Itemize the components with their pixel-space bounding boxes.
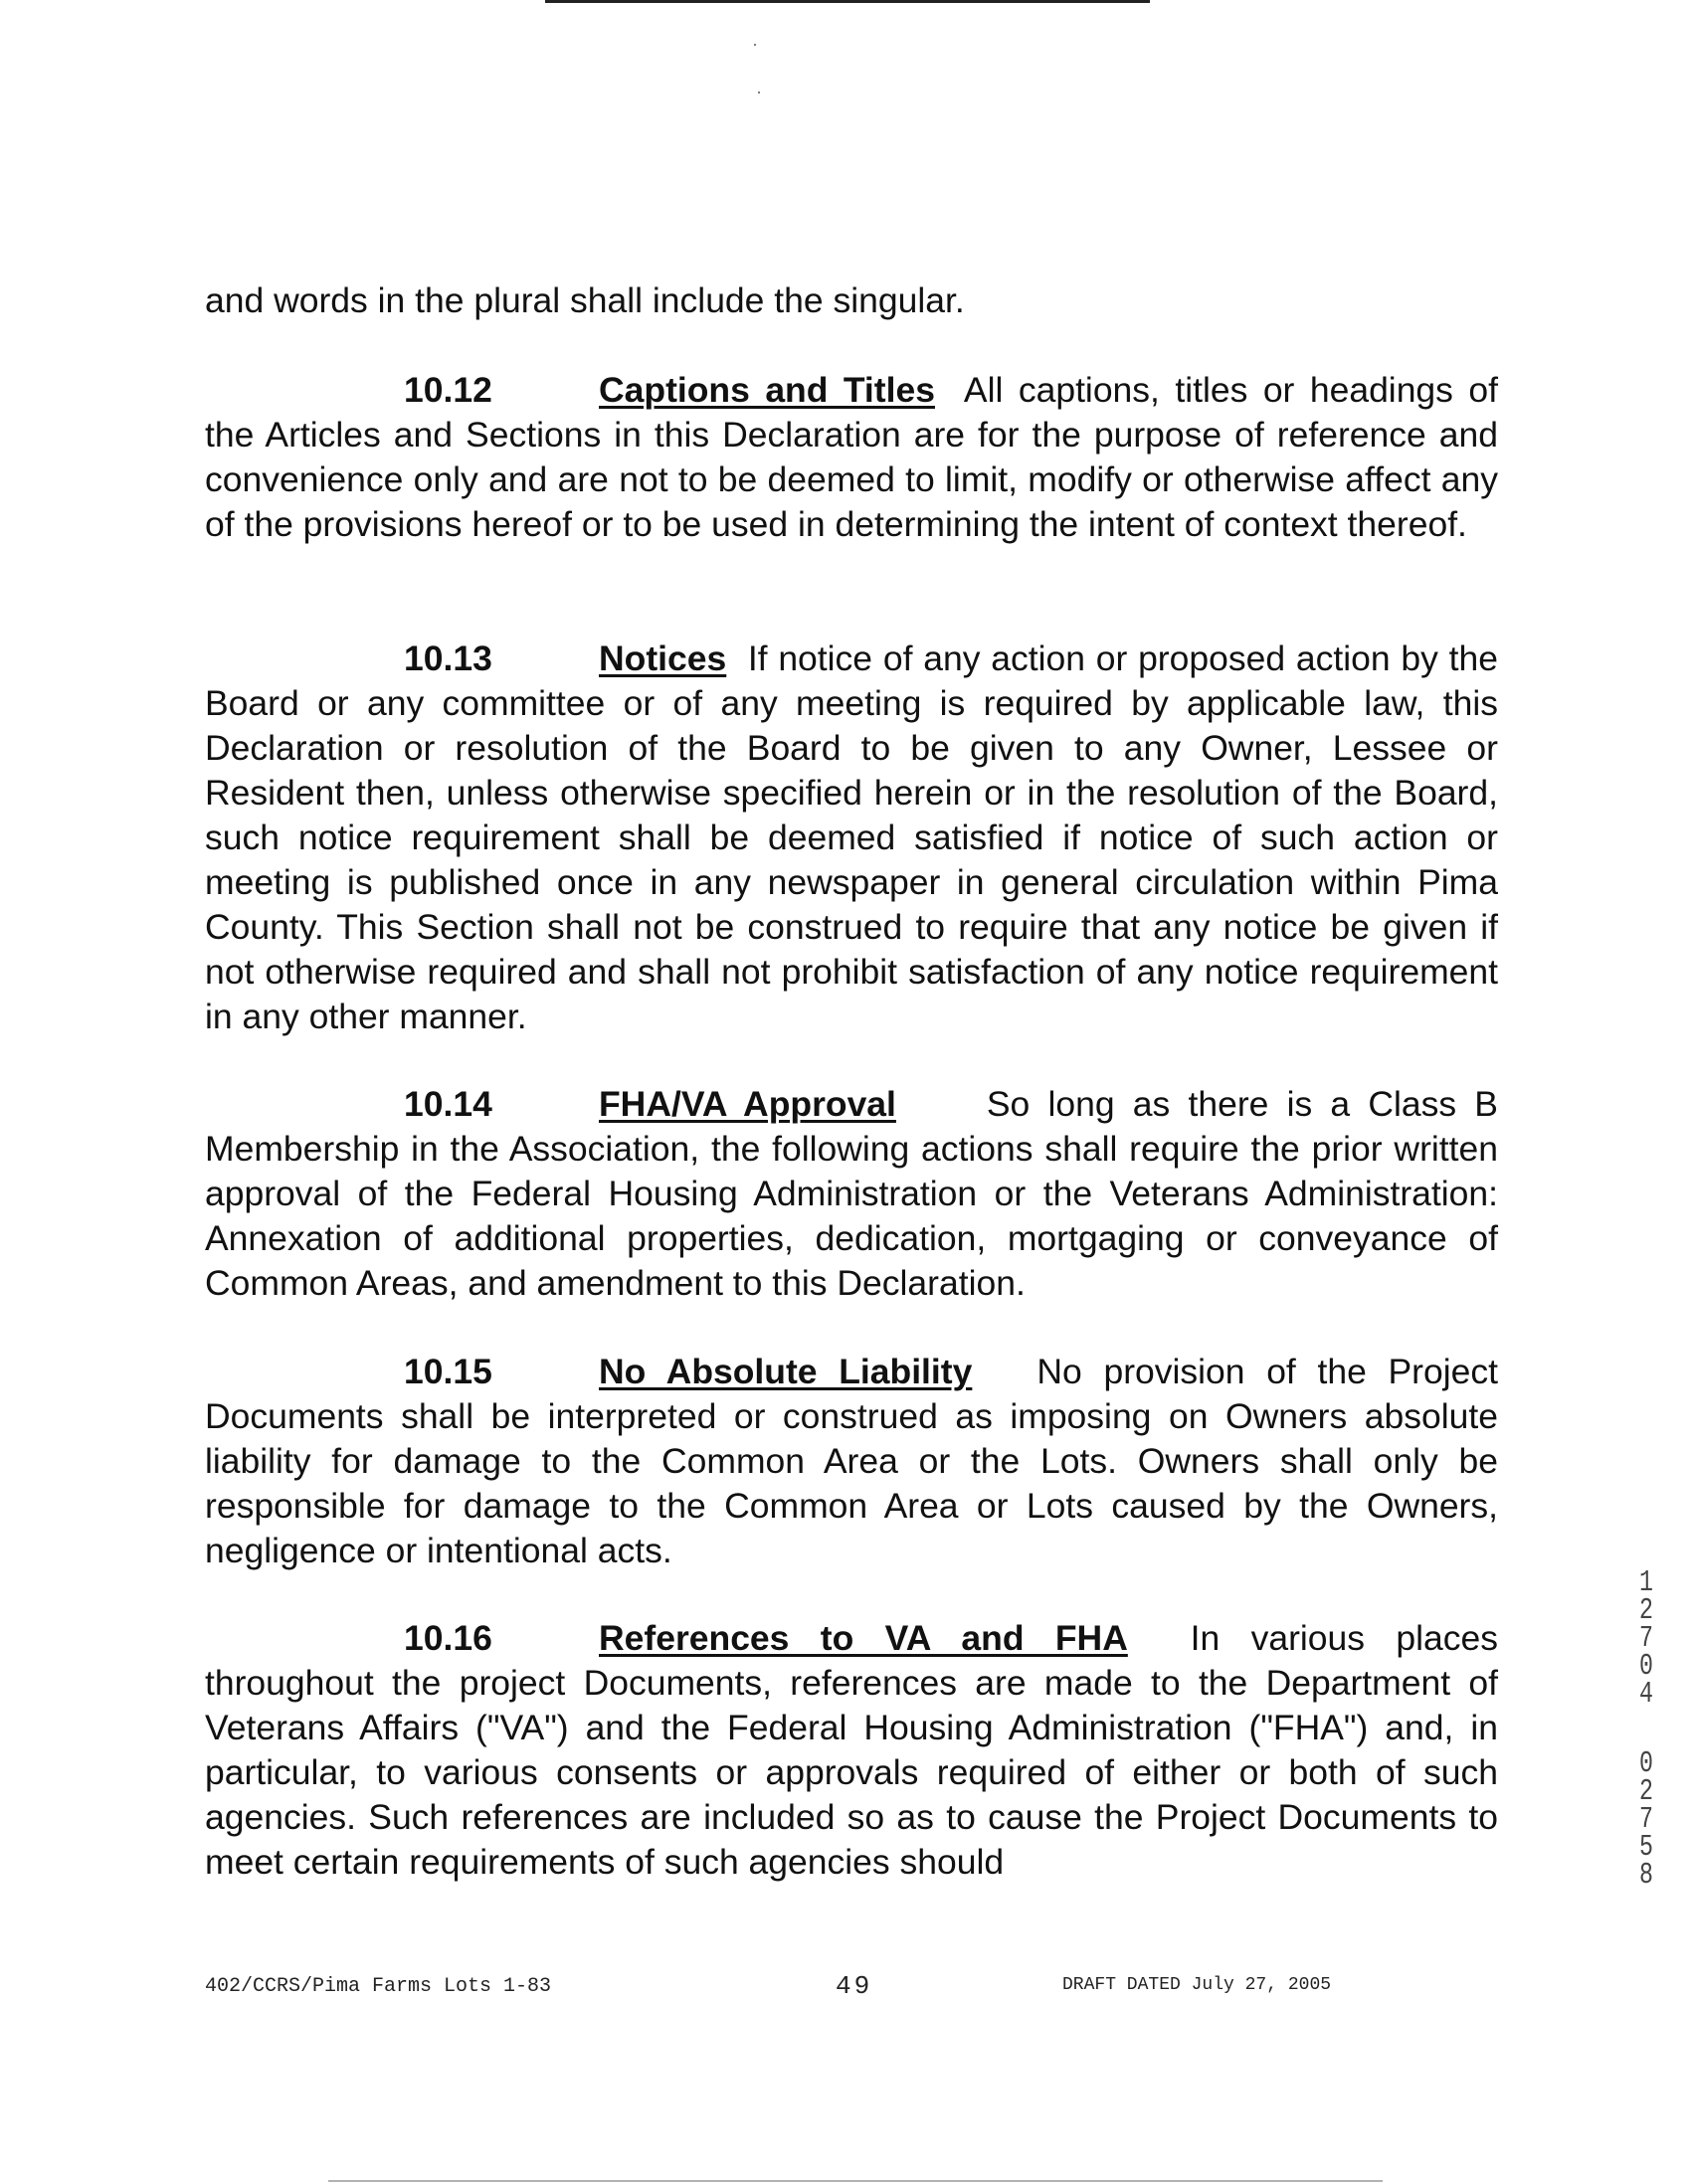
continuation-text: and words in the plural shall include the singular. — [205, 280, 965, 320]
section-number: 10.16 — [404, 1618, 492, 1658]
section-body: All captions, titles or headings of the Articles and Sections in this Declaration are for the purpose of reference and convenience only and are not to be deemed to limit, modify or otherwise affect any of the provisions hereof or to be used in determining the intent of context thereof. — [205, 370, 1498, 544]
stamp-digit: 8 — [1639, 1858, 1653, 1893]
draft-date: DRAFT DATED July 27, 2005 — [1062, 1975, 1332, 1995]
section-body: No provision of the Project Documents shall be interpreted or construed as imposing on Owners absolute liability for damage to the Common Area or the Lots. Owners shall only be responsible for damage to the Common Area or Lots caused by the Owners, negligence or intentional acts. — [205, 1352, 1498, 1570]
scan-edge-top — [545, 0, 1150, 3]
section-title: Captions and Titles — [599, 370, 935, 410]
section-number: 10.15 — [404, 1352, 492, 1391]
section-number: 10.12 — [404, 370, 492, 410]
section-10-15 — [205, 1350, 1498, 1573]
stamp-digit: 7 — [1639, 1621, 1653, 1656]
stamp-digit: 1 — [1639, 1565, 1653, 1600]
scan-edge-bottom — [328, 2180, 1383, 2182]
section-10-12 — [205, 368, 1498, 547]
section-number: 10.13 — [404, 638, 492, 678]
section-number: 10.14 — [404, 1084, 492, 1124]
stamp-digit: 4 — [1639, 1677, 1653, 1712]
recording-stamp-book — [1635, 1565, 1658, 1712]
section-10-16 — [205, 1616, 1498, 1885]
stamp-digit: 7 — [1639, 1802, 1653, 1837]
page-footer — [205, 1971, 1498, 2001]
stamp-digit: 0 — [1639, 1746, 1653, 1781]
section-body: In various places throughout the project Documents, references are made to the Department of Veterans Affairs ("VA") and the Federal Housing Administration ("FHA") and, in particular, to various consents or approvals required of either or both of such agencies. Such references are included so as to cause the Project Documents to meet certain requirements of such agencies should — [205, 1618, 1498, 1882]
page-number: 49 — [836, 1971, 873, 2001]
section-title: FHA/VA Approval — [599, 1084, 896, 1124]
section-body: So long as there is a Class B Membership in the Association, the following actions shall require the prior written approval of the Federal Housing Administration or the Veterans Administration: Annexation of additional properties, dedication, mortgaging or conveyance of Common Areas, and amendment to this Declaration. — [205, 1084, 1498, 1303]
recording-stamp-page — [1635, 1746, 1658, 1893]
stamp-digit: 2 — [1639, 1774, 1653, 1809]
section-title: Notices — [599, 638, 727, 678]
section-body: If notice of any action or proposed action by the Board or any committee or of any meeting is required by applicable law, this Declaration or resolution of the Board to be given to any Owner, Lessee or Resident then, unless otherwise specified herein or in the resolution of the Board, such notice requirement shall be deemed satisfied if notice of such action or meeting is published once in any newspaper in general circulation within Pima County. This Section shall not be construed to require that any notice be given if not otherwise required and shall not prohibit satisfaction of any notice requirement in any other manner. — [205, 638, 1499, 1036]
section-title: No Absolute Liability — [599, 1352, 973, 1391]
section-title: References to VA and FHA — [599, 1618, 1128, 1658]
stamp-digit: 2 — [1639, 1593, 1653, 1628]
scan-speck — [758, 91, 760, 93]
scan-speck — [754, 44, 756, 46]
stamp-digit: 0 — [1639, 1649, 1653, 1684]
section-10-13 — [205, 637, 1498, 1039]
document-reference: 402/CCRS/Pima Farms Lots 1-83 — [205, 1975, 552, 1998]
section-10-14 — [205, 1082, 1498, 1306]
stamp-digit: 5 — [1639, 1830, 1653, 1865]
